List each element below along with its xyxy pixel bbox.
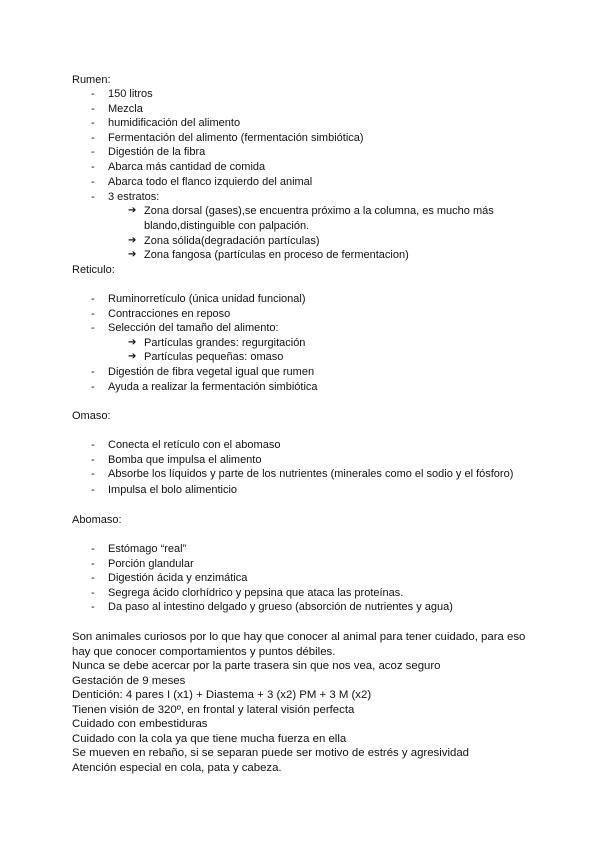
omaso-heading: Omaso:	[72, 410, 111, 422]
arrow-bullet-icon: ➔	[128, 205, 137, 216]
dash-bullet: -	[91, 601, 95, 613]
notes-line: Atención especial en cola, pata y cabeza.	[72, 762, 282, 774]
arrow-bullet-icon: ➔	[128, 249, 137, 260]
arrow-bullet-icon: ➔	[128, 337, 137, 348]
notes-line: Se mueven en rebaño, si se separan puede ser motivo de estrés y agresividad	[72, 747, 470, 759]
notes-line: Nunca se debe acercar por la parte trasera sin que nos vea, acoz seguro	[72, 660, 441, 672]
dash-bullet: -	[91, 366, 95, 378]
notes-line: hay que conocer comportamientos y puntos débiles.	[72, 646, 336, 658]
dash-bullet: -	[91, 468, 95, 480]
notes-line: Cuidado con la cola ya que tiene mucha fuerza en ella	[72, 733, 347, 745]
dash-bullet: -	[91, 484, 95, 496]
dash-bullet: -	[91, 293, 95, 305]
dash-bullet: -	[91, 308, 95, 320]
arrow-bullet-icon: ➔	[128, 235, 137, 246]
dash-bullet: -	[91, 88, 95, 100]
dash-bullet: -	[91, 161, 95, 173]
dash-bullet: -	[91, 572, 95, 584]
document-page: Rumen: - 150 litros - Mezcla - humidificación del alimento - Fermentación del alimento (fermentación simbiótica) - Digestión de la fibra - Abarca más cantidad de comida - Abarca todo el flanco izquierdo del animal - 3 estratos: ➔ Zona dorsal (gases),se encuentra próximo a la columna, es mucho más blando,distinguible con palpación. ➔ Zona sólida(degradación partículas) ➔ Zona fangosa (partículas en proceso de fermentacion) Reticulo: - Ruminorretículo (única unidad funcional) - Contracciones en reposo - Selección del tamaño del alimento: ➔ Partículas grandes: regurgitación ➔ Partículas pequeñas: omaso - Digestión de fibra vegetal igual que rumen - Ayuda a realizar la fermentación simbiótica Omaso: - Conecta el retículo con el abomaso - Bomba que impulsa el alimento - Absorbe los líquidos y parte de los nutrientes (minerales como el sodio y el fósforo) - Impulsa el bolo alimenticio Abomaso: - Estómago “real” - Porción glandular - Digestión ácida y enzimática - Segrega ácido clorhídrico y pepsina que ataca las proteínas. - Da paso al intestino delgado y grueso (absorción de nutrientes y agua) Son animales curiosos por lo que hay que conocer al animal para tener cuidado, para eso hay que conocer comportamientos y puntos débiles. Nunca se debe acercar por la parte trasera sin que nos vea, acoz seguro Gestación de 9 meses Dentición: 4 pares I (x1) + Diastema + 3 (x2) PM + 3 M (x2) Tienen visión de 320º, en frontal y lateral visión perfecta Cuidado con embestiduras Cuidado con la cola ya que tiene mucha fuerza en ella Se mueven en rebaño, si se separan puede ser motivo de estrés y agresividad Atención especial en cola, pata y cabeza.	[72, 74, 526, 774]
dash-bullet: -	[91, 543, 95, 555]
dash-bullet: -	[91, 322, 95, 334]
dash-bullet: -	[91, 132, 95, 144]
notes-line: Cuidado con embestiduras	[72, 718, 208, 730]
dash-bullet: -	[91, 191, 95, 203]
dash-bullet: -	[91, 381, 95, 393]
dash-bullet: -	[91, 558, 95, 570]
notes-line: Tienen visión de 320º, en frontal y lateral visión perfecta	[72, 704, 355, 716]
dash-bullet: -	[91, 439, 95, 451]
abomaso-heading: Abomaso:	[72, 514, 122, 526]
dash-bullet: -	[91, 176, 95, 188]
dash-bullet: -	[91, 146, 95, 158]
notes-line: Dentición: 4 pares I (x1) + Diastema + 3 (x2) PM + 3 M (x2)	[72, 689, 372, 701]
reticulo-heading: Reticulo:	[72, 264, 115, 276]
rumen-heading: Rumen:	[72, 74, 111, 86]
dash-bullet: -	[91, 117, 95, 129]
dash-bullet: -	[91, 103, 95, 115]
notes-line: Son animales curiosos por lo que hay que conocer al animal para tener cuidado, para eso	[72, 631, 526, 643]
dash-bullet: -	[91, 587, 95, 599]
dash-bullet: -	[91, 454, 95, 466]
notes-line: Gestación de 9 meses	[72, 675, 186, 687]
arrow-bullet-icon: ➔	[128, 351, 137, 362]
